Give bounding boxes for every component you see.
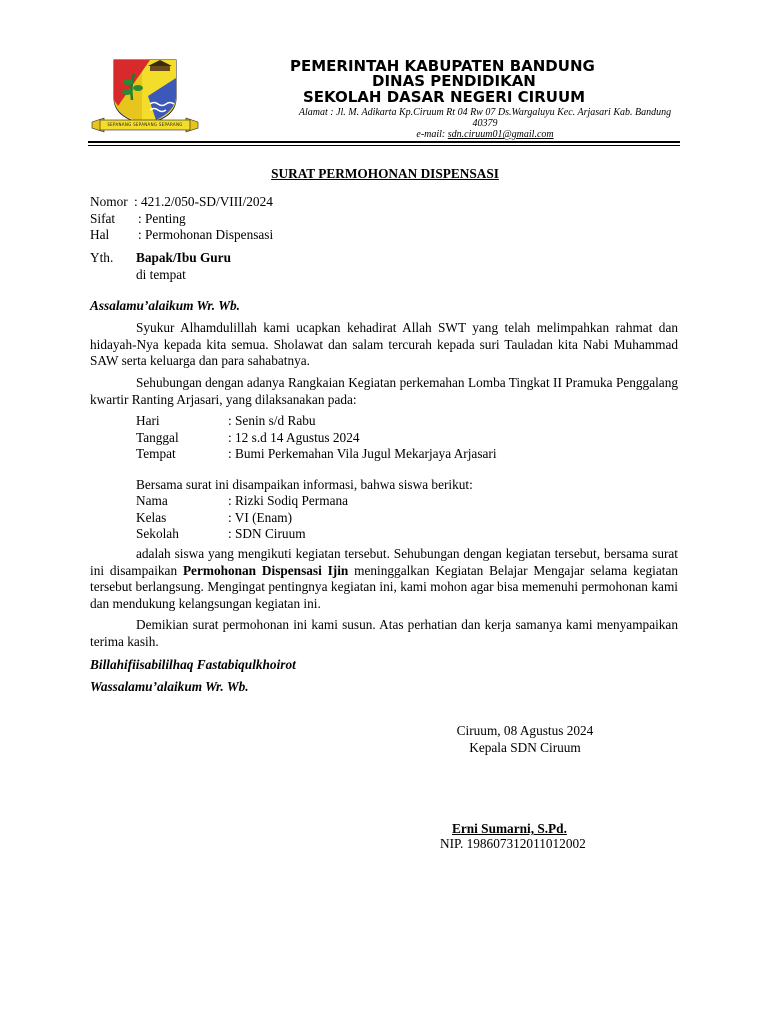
nama-value: : Rizki Sodiq Permana xyxy=(228,493,349,508)
email-label: e-mail: xyxy=(416,129,446,140)
kop-divider-thin xyxy=(88,145,680,146)
paragraph-3: Bersama surat ini disampaikan informasi, bahwa siswa berikut: xyxy=(136,477,473,492)
recipient-block xyxy=(90,250,231,283)
letter-title: SURAT PERMOHONAN DISPENSASI xyxy=(271,166,499,181)
kop-line-1: PEMERINTAH KABUPATEN BANDUNG xyxy=(290,57,595,75)
signature-block xyxy=(420,723,630,756)
kop-line-2: DINAS PENDIDIKAN xyxy=(372,72,536,90)
dispensation-emphasis: Permohonan Dispensasi Ijin xyxy=(182,562,349,578)
closing-prayer: Billahifiisabililhaq Fastabiqulkhoirot xyxy=(90,657,296,672)
signatory-name: Erni Sumarni, S.Pd. xyxy=(452,821,567,836)
paragraph-1: Syukur Alhamdulillah kami ucapkan kehadirat Allah SWT yang telah melimpahkan rahmat dan hidayah-Nya kepada kita semua. Sholawat dan salam tercurah kepada suri Tauladan kita Nabi Muhammad SAW serta keluarga dan para sahabatnya. xyxy=(90,320,678,368)
tanggal-label: Tanggal xyxy=(136,429,179,445)
kelas-label: Kelas xyxy=(136,509,167,525)
paragraph-4: adalah siswa yang mengikuti kegiatan tersebut. Sehubungan dengan kegiatan tersebut, bersama surat ini disampaikan Permohonan Dispensasi Ijin meninggalkan Kegiatan Belajar Mengajar selama kegiatan tersebut berlangsung. Mengingat pentingnya kegiatan ini, kami mohon agar bisa memenuhi permohonan kami dan mendukung kelangsungan kegiatan ini. xyxy=(90,546,678,611)
logo-motto: SEPANANG SEPANANG SEPARANG xyxy=(107,122,183,127)
hari-label: Hari xyxy=(136,413,160,428)
nomor-label: Nomor xyxy=(90,194,128,209)
hari-value: : Senin s/d Rabu xyxy=(228,413,316,428)
email-link[interactable]: sdn.ciruum01@gmail.com xyxy=(447,129,554,140)
kop-divider xyxy=(88,141,680,143)
tempat-value: : Bumi Perkemahan Vila Jugul Mekarjaya Arjasari xyxy=(228,446,497,461)
sign-position: Kepala SDN Ciruum xyxy=(469,739,581,755)
recipient-place: di tempat xyxy=(136,266,186,282)
kelas-value: : VI (Enam) xyxy=(228,509,293,525)
student-details xyxy=(136,493,348,543)
tempat-label: Tempat xyxy=(136,446,176,461)
signatory-nip: NIP. 198607312011012002 xyxy=(440,836,586,851)
kop-address: Alamat : Jl. M. Adikarta Kp.Ciruum Rt 04 Rw 07 Ds.Wargaluyu Kec. Arjasari Kab. Bandung 40379 e-mail: sdn.ciruum01@gmail.com xyxy=(298,107,672,140)
paragraph-2: Sehubungan dengan adanya Rangkaian Kegiatan perkemahan Lomba Tingkat II Pramuka Penggalang kwartir Ranting Arjasari, yang dilaksanakan pada: xyxy=(90,375,678,407)
tanggal-value: : 12 s.d 14 Agustus 2024 xyxy=(228,429,360,445)
sifat-value: : Penting xyxy=(138,210,186,226)
sekolah-label: Sekolah xyxy=(136,526,179,541)
regency-logo xyxy=(90,56,200,136)
hal-value: : Permohonan Dispensasi xyxy=(138,227,274,242)
nama-label: Nama xyxy=(136,493,168,508)
recipient-name: Bapak/Ibu Guru xyxy=(136,250,231,265)
hal-label: Hal xyxy=(90,227,110,242)
nomor-value: : 421.2/050-SD/VIII/2024 xyxy=(134,194,273,209)
closing-salam: Wassalamu’alaikum Wr. Wb. xyxy=(90,679,249,694)
paragraph-5: Demikian surat permohonan ini kami susun. Atas perhatian dan kerja samanya kami menyampaikan terima kasih. xyxy=(90,617,678,649)
kop-line-3: SEKOLAH DASAR NEGERI CIRUUM xyxy=(303,88,586,106)
event-details xyxy=(136,413,497,463)
greeting: Assalamu’alaikum Wr. Wb. xyxy=(90,298,241,313)
sifat-label: Sifat xyxy=(90,210,116,226)
yth-label: Yth. xyxy=(90,250,114,265)
sekolah-value: : SDN Ciruum xyxy=(228,526,306,541)
sign-place-date: Ciruum, 08 Agustus 2024 xyxy=(456,723,594,738)
letter-meta xyxy=(90,194,273,244)
